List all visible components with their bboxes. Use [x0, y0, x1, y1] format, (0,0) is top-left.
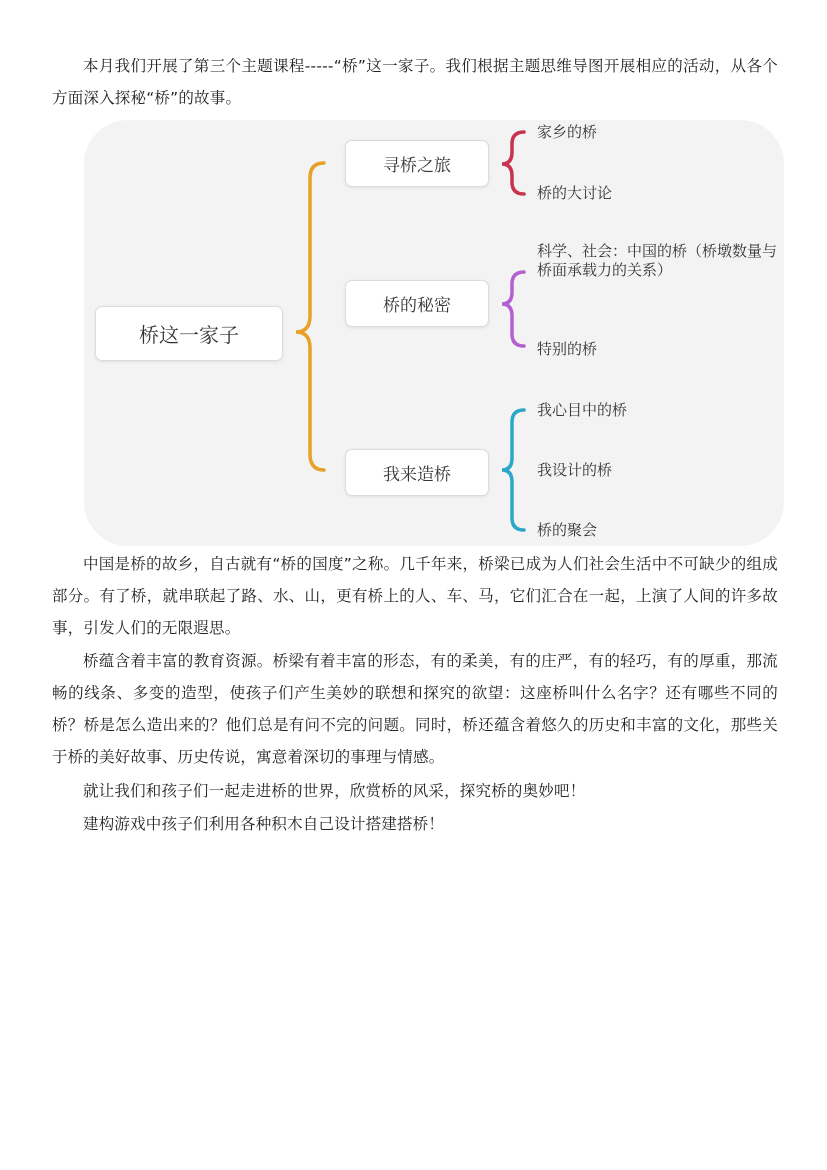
body-paragraph: 中国是桥的故乡，自古就有“桥的国度”之称。几千年来，桥梁已成为人们社会生活中不可缺少的组成部分。有了桥，就串联起了路、水、山，更有桥上的人、车、马，它们汇合在一起，上演了人间的许多故事，引发人们的无限遐思。 — [52, 555, 778, 637]
mindmap-leaf: 科学、社会：中国的桥（桥墩数量与桥面承载力的关系） — [537, 242, 778, 279]
mindmap-leaf: 我设计的桥 — [537, 461, 613, 479]
mindmap-leaf: 特别的桥 — [537, 340, 598, 358]
mindmap-leaf: 我心目中的桥 — [537, 401, 628, 419]
body-paragraph: 桥蕴含着丰富的教育资源。桥梁有着丰富的形态，有的柔美，有的庄严，有的轻巧，有的厚重，那流畅的线条、多变的造型，使孩子们产生美妙的联想和探究的欲望：这座桥叫什么名字？还有哪些不同的桥？桥是怎么造出来的？他们总是有问不完的问题。同时，桥还蕴含着悠久的历史和丰富的文化，那些关于桥的美好故事、历史传说，寓意着深切的事理与情感。 — [52, 652, 778, 766]
mind-map-diagram — [84, 120, 784, 546]
mindmap-branch-node: 桥的秘密 — [345, 280, 489, 327]
body-paragraph: 就让我们和孩子们一起走进桥的世界，欣赏桥的风采，探究桥的奥妙吧！ — [83, 782, 586, 800]
mindmap-leaf: 桥的聚会 — [537, 521, 598, 539]
mindmap-root-node: 桥这一家子 — [95, 306, 283, 361]
intro-paragraph: 本月我们开展了第三个主题课程-----“桥”这一家子。我们根据主题思维导图开展相应的活动，从各个方面深入探秘“桥”的故事。 — [52, 57, 778, 107]
branch2-brace — [502, 272, 524, 346]
mindmap-leaf: 家乡的桥 — [537, 123, 598, 141]
body-paragraph: 建构游戏中孩子们利用各种积木自己设计搭建搭桥！ — [83, 815, 445, 833]
mindmap-branch-node: 寻桥之旅 — [345, 140, 489, 187]
mindmap-branch-node: 我来造桥 — [345, 449, 489, 496]
mindmap-leaf: 桥的大讨论 — [537, 184, 613, 202]
branch3-brace — [502, 410, 524, 530]
branch1-brace — [502, 132, 524, 194]
trunk-brace — [296, 163, 324, 470]
